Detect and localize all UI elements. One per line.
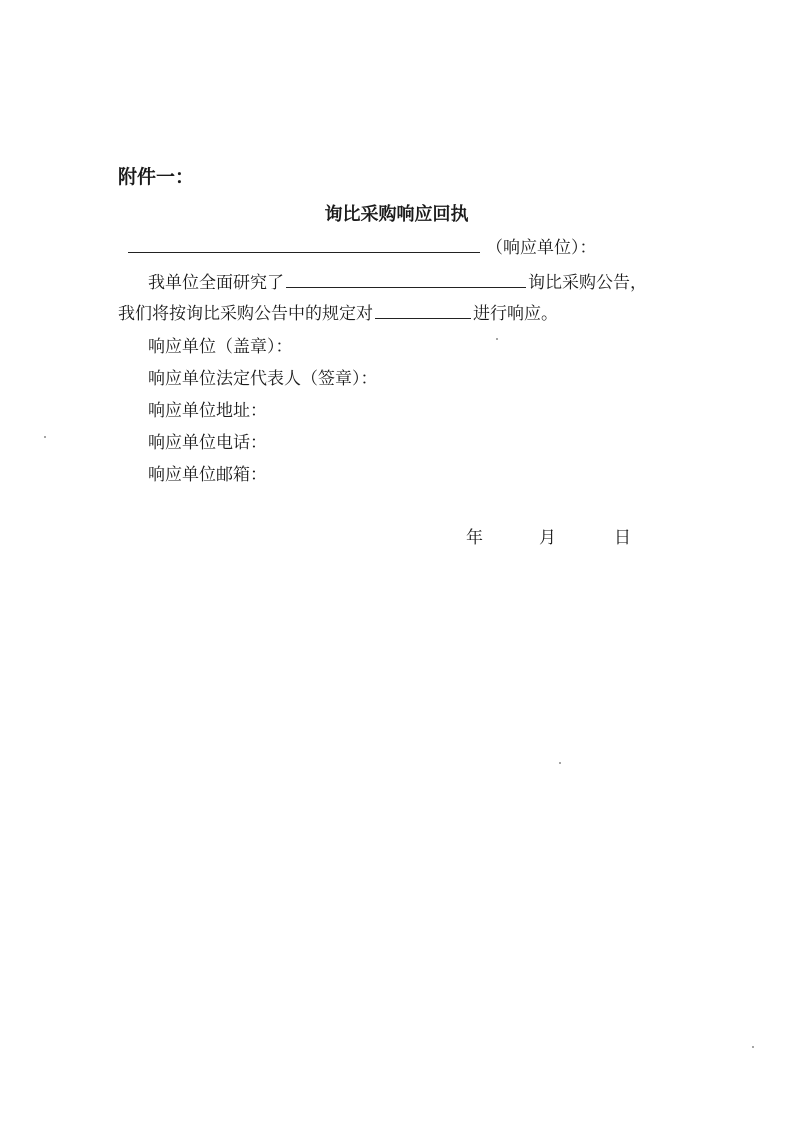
field-legal-rep: 响应单位法定代表人（签章）： [148, 369, 378, 389]
paragraph-1 [148, 271, 647, 294]
respondent-suffix: （响应单位）： [486, 238, 597, 258]
respondent-row [128, 236, 597, 259]
scan-speck [496, 338, 498, 340]
paragraph-1-prefix: 我单位全面研究了 [148, 273, 284, 293]
paragraph-2-prefix: 我们将按询比采购公告中的规定对 [118, 304, 373, 324]
attachment-label: 附件一： [118, 166, 195, 188]
response-item-blank[interactable] [375, 302, 471, 319]
scan-speck [559, 762, 561, 764]
date-row [466, 527, 631, 549]
announcement-name-blank[interactable] [286, 271, 526, 288]
paragraph-1-suffix: 询比采购公告， [528, 273, 647, 293]
field-email: 响应单位邮箱： [148, 465, 267, 485]
field-address: 响应单位地址： [148, 401, 267, 421]
date-year-label: 年 [466, 528, 483, 548]
field-seal: 响应单位（盖章）： [148, 337, 293, 357]
respondent-name-blank[interactable] [128, 236, 480, 253]
paragraph-2 [118, 302, 558, 325]
document-title: 询比采购响应回执 [324, 204, 469, 225]
date-day-label: 日 [614, 528, 631, 548]
date-month-label: 月 [539, 528, 556, 548]
field-phone: 响应单位电话： [148, 433, 267, 453]
scan-speck [44, 436, 46, 438]
paragraph-2-suffix: 进行响应。 [473, 304, 558, 324]
scan-speck [752, 1046, 754, 1048]
